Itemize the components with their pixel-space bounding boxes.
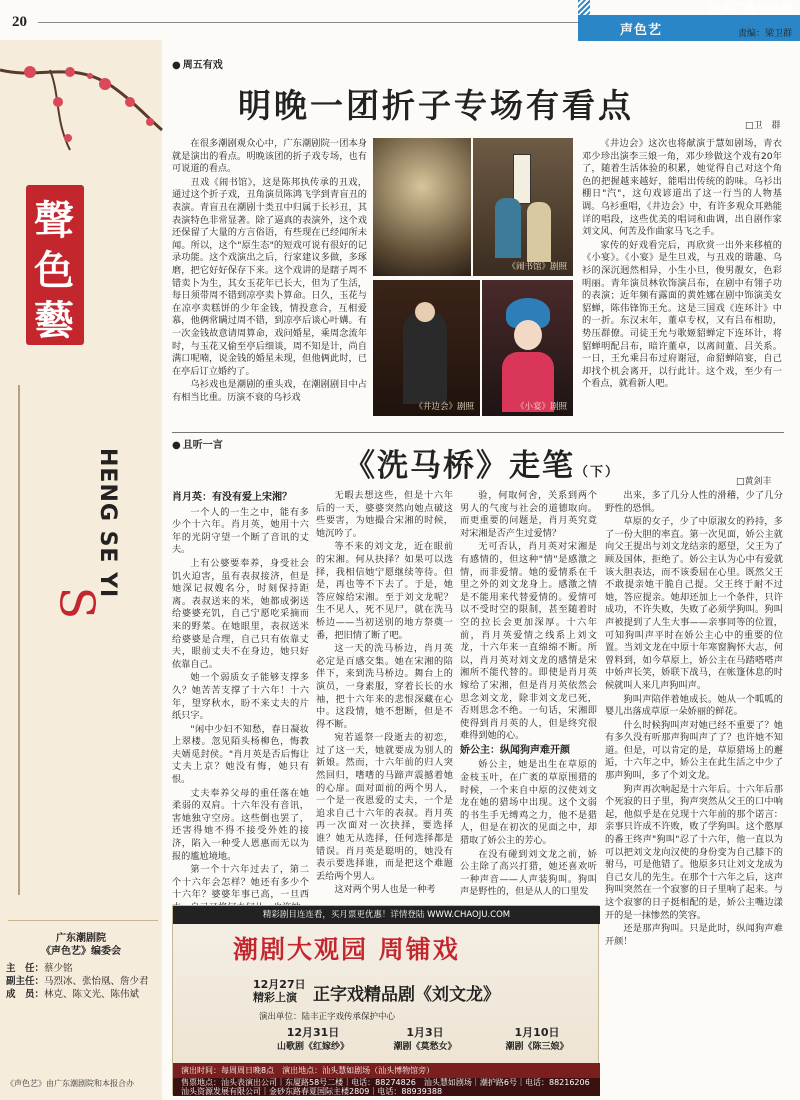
article2-col2: 无暇去想这些，但是十六年后的一天，婆婆突然向她点破这些要害，为她撮合宋湘的时候，她沉吟了。 等不来的刘文龙，近在眼前的宋湘。何从抉择？如果可以选择，我相信她宁愿继续等待。但是，再也等不下去了。于是，她答应嫁给宋湘。至于刘文龙呢？生不见人，死不见尸，就在洗马桥边——当初送别的地方祭奠一番，把旧情了断了吧。 这一天的洗马桥边，肖月英必定是百感交集。她在宋湘的陪伴下，来到洗马桥边。舞台上的演员，一身素服，穿着长长的水袖，把十六年来的悲恨深藏在心中。这段情，她不想断，但是不得不断。 宛若遥祭一段逝去的初恋，过了这一天，她就要成为别人的新娘。然而，十六年前的归人突然回归，嗜嗜的马蹄声震撼着她的心扉。面对面前的两个男人，一个是一夜恩爱的丈夫，一个是追求自己十六年的表叔。肖月英再一次面对一次抉择，要选择谁？她无从选择，任何选择都是错误。肖月英是聪明的，她没有表示要选择谁，而是把这个难题丢给两个男人。 这对两个男人也是一种考 [316, 490, 453, 896]
plum-blossom-icon [0, 40, 162, 160]
photo-xiao-yan [482, 280, 573, 416]
ad-schedule [253, 1026, 593, 1062]
paper-name: 汕头广播电视报 [707, 2, 792, 16]
photo-scene-1 [373, 138, 471, 276]
seal-char-1: 聲 [34, 197, 74, 244]
article2-author: □黄剑丰 [736, 477, 772, 487]
article2-kicker: ● 且听一言 [172, 436, 223, 451]
section-name: 声色艺 [620, 23, 663, 38]
seal-char-2: 色 [34, 247, 74, 294]
editorial-board [0, 932, 162, 1001]
schedule-item: 12月31日 山歌剧《红嫁纱》 [276, 1026, 349, 1052]
ad-title: 潮剧大观园 周铺戏 [233, 935, 460, 964]
staff-row: 副主任：马烈冰、张怡凰、詹少君 [6, 976, 149, 987]
article2-col1: 肖月英：有没有爱上宋湘？ 一个人的一生之中，能有多少个十六年。肖月英，她用十六年的光阴守望一个断了音讯的丈夫。 上有公婆要奉养，身受社会饥火迫害，虽有表叔接济，但是她深记叔嫂名分，时刻保持距离。表叔送来的米，她都成粥送给婆婆充饥，自己宁愿吃采摘而来的野菜。在她眼里，表叔送米给婆婆是合理，自己只有依靠丈夫，眼前丈夫不在身边，她只好依靠自己。 她一个弱质女子能够支撑多久？她苦苦支撑了十六年！十六年，望穿秋水，盼不来丈夫的片纸只字。 "闲中少妇不知愁，春日凝妆上翠楼。忽见陌头杨柳色，悔教夫婿觅封侯。"肖月英是否后悔让丈夫上京？她没有悔，她只有恨。 丈夫奉养父母的重任落在她柔弱的双肩。十六年没有音讯，害她独守空房。这些倒也罢了，还害得她不得不接受外姓的接济，陷入一种受人恩惠而无以为报的尴尬境地。 第一个十六年过去了，第二个十六年会怎样？她还有多少个十六年？婆婆年事已高，一旦西 [172, 492, 309, 901]
ad-organizer: 演出单位：陆丰正字戏传承保护中心 [259, 1012, 396, 1022]
decorative-rail [18, 385, 20, 895]
ad-venue: 演出时间：每周周日晚8点 演出地点：汕头慧如剧场（汕头博物馆旁） [173, 1063, 600, 1078]
article1-author: □卫 群 [745, 121, 781, 131]
co-publish-note: 《声色艺》由广东潮剧院和本报合办 [6, 1079, 134, 1088]
article1-col1: 在很多潮剧观众心中，广东潮剧院一团本身就是演出的看点。明晚该团的折子戏专场，也有可说道的看点。 丑戏《闹书馆》，这是陈邦执传承的丑戏，通过这个折子戏，丑角演员陈鸿飞学到青盲丑的表演。青盲丑在潮剧十类丑中归属于长衫丑，其表演特色非常显著。除了逼真的表演外，这个戏还保留了大量的方言俗语，有些现在已经闻所未闻。所以，这个"原生态"的短戏可说有很好的记录功能。这个戏演出之后，行家建议多做，多琢磨，把它好好保存下来。这个戏讲的是瞎子周不错卖卜为生，其女玉花年已长大，但为了生活，每日须带周不错到凉亭卖卜算命。日久，玉花与在凉亭卖糕饼的少年金钱，情投意合，互相爱慕，他俩常瞒过周不错，到凉亭后谈心叶媾。有一次金钱故意请周算命，戏问婚星，乘周念流年时，与玉花又偷至亭后细谈，周不知是计，尚自满口呢喃，说金钱的婚星未现，但他俩此时，已在亭后订立婚约了。 乌衫戏也是潮剧的重头戏，在潮剧剧目中占有相当比重。历演不衰的乌衫戏 [172, 138, 367, 403]
section-divider [172, 432, 784, 433]
photo-jing-bian-hui [373, 280, 480, 416]
section-seal [26, 185, 84, 345]
board-name: 《声色艺》编委会 [41, 946, 121, 957]
schedule-item: 1月10日 潮剧《陈三娘》 [505, 1026, 569, 1052]
article1-col2: 《井边会》这次也将献演于慧如剧场，青衣邓少珍出演李三娘一角，邓少珍做这个戏有20年了，随着生活体验的积累，她觉得自己对这个角色的把握越来越好，能唱出传统的韵味。乌衫出棚日"汽"，这句戏谚道出了这一行当的人物基调。乌衫重唱，《井边会》中，有许多观众耳熟能详的唱段，这些优美的唱词和曲调，出自剧作家刘文风、何苦及作曲家马飞之手。 家传的好戏看完后，再欣赏一出外来移植的《小宴》。《小宴》是生旦戏，与丑戏的谐趣、乌衫的深沉迥然相异，小生小旦，俊男靓女，色彩明丽。青年演员林钦饰演吕布，在剧中有翎子功的表演；近年频有露面的黄姓娜在剧中饰演美女貂蝉，陈伟锋饰王允。这是三国戏《连环计》中的一折。东汉末年，董卓专权，又有吕布相助，势压群僚。司徒王允与歌姬貂蝉定下连环计，将貂蝉明配吕布，暗许董卓，以离间董、吕关系。一日，王允乘吕布过府谢冠，命貂蝉陪宴，自己却找个机会离开，以行此计。这个戏，至少有一个看点，就看新人吧。 [582, 138, 782, 390]
page-header [0, 0, 800, 40]
pinyin-text: HENG SE YI [95, 448, 120, 599]
photo-caption: 《井边会》剧照 [414, 402, 474, 412]
schedule-item: 1月3日 潮剧《莫愁女》 [393, 1026, 457, 1052]
staff-row: 成 员：林克、陈文光、陈伟斌 [6, 989, 140, 1000]
ad-top-line[interactable]: 精彩剧目连连看，买月票更优惠！详情登陆 WWW.CHAOJU.COM [173, 906, 600, 924]
article1-kicker: ● 周五有戏 [172, 56, 223, 71]
editor-credit: 责编：梁卫群 [737, 29, 792, 39]
org-name: 广东潮剧院 [56, 933, 106, 944]
theatre-advertisement [172, 905, 599, 1095]
article2-col3: 验，何取何舍，关系到两个男人的气度与社会的道德取向。而更重要的问题是，肖月英究竟对宋湘是否产生过爱情？ 无可否认，肖月英对宋湘是有感情的，但这种"情"是感激之情，而非爱情。她的爱情系在千里之外的刘文龙身上。感激之情是不能用来代替爱情的。爱情可以不受时空的限制，甚至随着时空的拉长会更加深厚。十六年前，肖月英爱情之线系上刘文龙，十六年来一直绵绵不断。所以，肖月英对刘文龙的感情是宋湘所不能代替的。即使是肖月英嫁给了宋湘，但是肖月英依然会思念刘文龙，除非刘文龙已死，否则思念不绝。一句话，宋湘即使得到肖月英的人，但是终究很难得到她的心。 娇公主：纵闻狗声难开颜 娇公主，她是出生在草原的金枝玉叶，在广袤的草原围猎的时候，一个来自中原的汉使刘文龙在她的猎场中出现。这个文弱的书生手无缚鸡之力，他不是猎人，但是在初次的见面之中，却猎取了娇公主的芳心。 在没有碰到刘文龙之前，娇公主除了高兴打猎，她还喜欢听一种声音——人声装狗叫。狗叫声是野性的，但是从人的口里发 [460, 490, 597, 898]
seal-char-3: 藝 [34, 297, 74, 344]
ad-ticket-info: 售票地点：汕头表演出公司｜东厦路58号二楼｜电话：88274826 汕头慧如剧场｜潮护路6号｜电话：88216206 汕头资源发展有限公司｜金砂东路春夏国际主楼2809｜电话：88939388 [173, 1078, 600, 1096]
header-rule [38, 22, 578, 23]
staff-row: 主 任：蔡少铭 [6, 963, 73, 974]
photo-nao-shu-guan [473, 138, 573, 276]
pinyin-initial: S [48, 586, 105, 620]
article1-title: 明晚一团折子专场有看点 [238, 86, 634, 125]
page-number: 20 [12, 14, 27, 30]
ad-show: 正字戏精品剧《刘文龙》 [313, 985, 500, 1005]
article2-col4: 出来，多了几分人性的滑稽，少了几分野性的恐惧。 草原的女子，少了中原淑女的矜持，多了一份大胆的率直。第一次见面，娇公主就向父王提出与刘文龙结亲的愿望，父王为了顾及国体，拒绝了。娇公主认为心中有爱就该大胆表达，而不该委屈在心里。既然父王不敢提亲她干脆自己提。父王终于耐不过她，答应提亲。她却还加上一个条件，只许成功，不许失败，失败了必须学狗叫。狗叫声被提到了人生大事——亲事同等的位置，可知狗叫声平时在娇公主心中的重要的位置。当刘文龙在中原十年寒窗胸怀大志，何曾料到，如今草原上，娇公主在马踏嗒嗒声中娇声长笑，娇联下战马，在帐篷休息的时候就叫人来几声狗叫声。 狗叫声陪伴着她成长。她从一个呱呱的婴儿出落成草原一朵娇丽的鲜花。 什么时候狗叫声对她已经不重要了？她有多久没有听那声狗叫声了了？也许她不知道。但是，可以肯定的是，草原猎场上的邂逅，十六年之中，娇公主在此生活之中少了那声狗叫，多了个刘文龙。 狗声再次响起是十六年后。十六年后那个死寂的日子里，狗声突然从父王的口中响起，他似乎是在兑现十六年前的那个诺言：亲事只许成不许败，败了学狗叫。这个憨厚的番王终声"狗叫"忍了十六年，他一直以为可以把刘文龙向汉使的身份变为自己膝下的驸马，可是他错了。他原多只让刘文龙成为自己女儿的先生。在那个十六年之后，这声狗叫突然在一个寂寥的日子里响了起来。与这个寂寥的日子挺相配的是，娇公主嘴边漾开的是一抹惨然的笑容。 还是那声狗叫。只是此时，纵闻狗声难开颜！ [605, 490, 783, 947]
header-stripe [578, 0, 590, 16]
article2-title: 《洗马桥》走笔（下） [344, 448, 621, 484]
photo-caption: 《闹书馆》剧照 [507, 262, 567, 272]
ad-date: 12月27日 精彩上演 [253, 978, 306, 1004]
photo-caption: 《小宴》剧照 [515, 402, 567, 412]
